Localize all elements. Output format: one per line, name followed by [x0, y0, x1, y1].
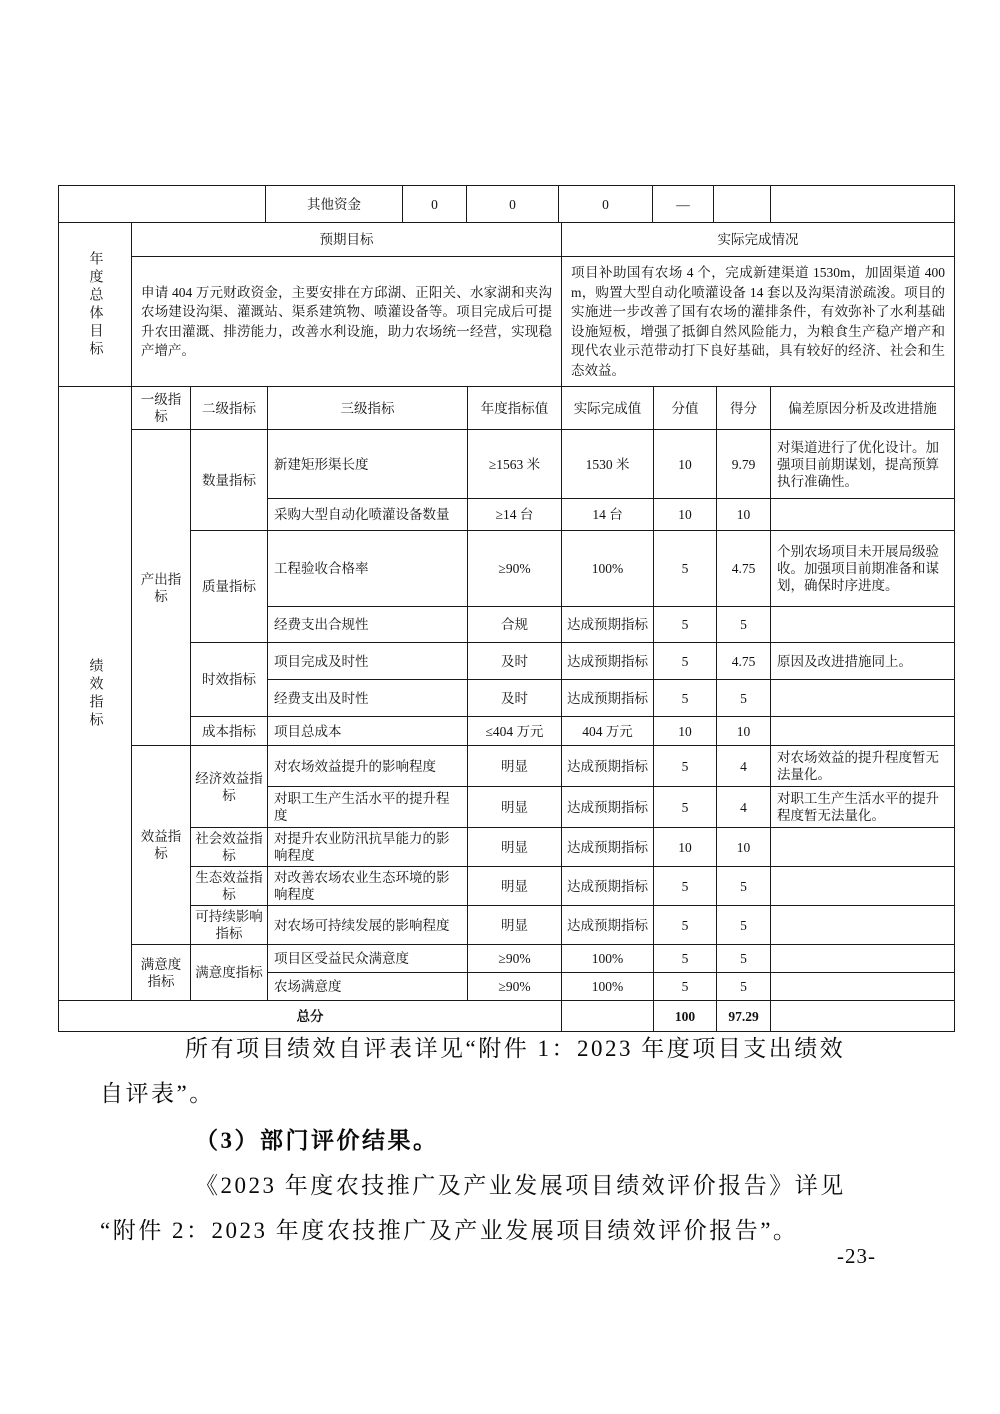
actual-cell: 14 台 — [562, 499, 654, 531]
goal-header-row — [59, 223, 955, 257]
indicator-row — [59, 643, 955, 680]
earned-cell: 4.75 — [717, 643, 771, 680]
level2-cell: 社会效益指标 — [191, 828, 268, 867]
level3-cell: 经费支出及时性 — [268, 680, 468, 717]
remark-cell: 个别农场项目未开展局级验收。加强项目前期准备和谋划，确保时序进度。 — [771, 531, 955, 607]
actual-cell: 100% — [562, 973, 654, 1001]
remark-cell: 对职工生产生活水平的提升程度暂无法量化。 — [771, 787, 955, 828]
remark-cell: 对农场效益的提升程度暂无法量化。 — [771, 746, 955, 787]
header-level3: 三级指标 — [268, 387, 468, 430]
level3-cell: 项目完成及时性 — [268, 643, 468, 680]
remark-cell — [771, 607, 955, 643]
expected-goal-header: 预期目标 — [132, 223, 562, 257]
remark-cell — [771, 945, 955, 973]
level3-cell: 经费支出合规性 — [268, 607, 468, 643]
earned-cell: 9.79 — [717, 430, 771, 499]
level2-cell: 时效指标 — [191, 643, 268, 717]
budget-cell-dash: — — [653, 186, 714, 223]
level3-cell: 采购大型自动化喷灌设备数量 — [268, 499, 468, 531]
earned-cell: 4.75 — [717, 531, 771, 607]
level3-cell: 对改善农场农业生态环境的影响程度 — [268, 867, 468, 906]
level1-cell: 效益指标 — [132, 746, 191, 945]
remark-cell — [771, 828, 955, 867]
indicator-row — [59, 717, 955, 746]
remark-cell — [771, 499, 955, 531]
header-earned: 得分 — [717, 387, 771, 430]
budget-cell-label: 其他资金 — [266, 186, 403, 223]
goal-row-label: 年度总体目标 — [87, 250, 103, 359]
level1-cell: 满意度指标 — [132, 945, 191, 1001]
score-cell: 10 — [654, 499, 717, 531]
indicators-row-label-cell — [59, 387, 132, 1001]
earned-cell: 10 — [717, 828, 771, 867]
level2-cell: 质量指标 — [191, 531, 268, 643]
actual-cell: 达成预期指标 — [562, 643, 654, 680]
score-cell: 5 — [654, 607, 717, 643]
budget-cell-blank-2 — [714, 186, 771, 223]
remark-cell — [771, 973, 955, 1001]
annual-goal-table — [58, 222, 955, 387]
score-cell: 5 — [654, 746, 717, 787]
indicators-table — [58, 386, 955, 1032]
actual-cell: 404 万元 — [562, 717, 654, 746]
target-cell: ≥90% — [468, 531, 562, 607]
actual-cell: 达成预期指标 — [562, 867, 654, 906]
indicator-row — [59, 906, 955, 945]
header-remark: 偏差原因分析及改进措施 — [771, 387, 955, 430]
budget-cell-value-2: 0 — [467, 186, 559, 223]
target-cell: 明显 — [468, 828, 562, 867]
earned-cell: 4 — [717, 746, 771, 787]
body-paragraphs — [100, 1026, 890, 1253]
actual-cell: 1530 米 — [562, 430, 654, 499]
score-cell: 10 — [654, 717, 717, 746]
level3-cell: 工程验收合格率 — [268, 531, 468, 607]
actual-goal-text: 项目补助国有农场 4 个，完成新建渠道 1530m，加固渠道 400m，购置大型自动化喷灌设备 14 套以及沟渠清淤疏浚。项目的实施进一步改善了国有农场的灌排条件，有效弥补了水利基础设施短板，增强了抵御自然风险能力，为粮食生产稳产增产和现代农业示范带动打下良好基础，具有较好的经济、社会和生态效益。 — [562, 257, 955, 387]
level2-cell: 满意度指标 — [191, 945, 268, 1001]
header-level2: 二级指标 — [191, 387, 268, 430]
header-target: 年度指标值 — [468, 387, 562, 430]
level3-cell: 对农场效益提升的影响程度 — [268, 746, 468, 787]
score-cell: 5 — [654, 945, 717, 973]
score-cell: 5 — [654, 973, 717, 1001]
score-cell: 10 — [654, 828, 717, 867]
body-line-5: “附件 2：2023 年度农技推广及产业发展项目绩效评价报告”。 — [100, 1218, 799, 1243]
actual-cell: 100% — [562, 531, 654, 607]
earned-cell: 10 — [717, 499, 771, 531]
actual-goal-header: 实际完成情况 — [562, 223, 955, 257]
score-cell: 5 — [654, 531, 717, 607]
target-cell: ≤404 万元 — [468, 717, 562, 746]
body-line-2: 自评表”。 — [100, 1081, 215, 1106]
indicator-row — [59, 746, 955, 787]
indicator-row — [59, 430, 955, 499]
remark-cell — [771, 717, 955, 746]
score-cell: 5 — [654, 680, 717, 717]
target-cell: ≥90% — [468, 973, 562, 1001]
level3-cell: 项目区受益民众满意度 — [268, 945, 468, 973]
evaluation-table — [58, 185, 954, 1032]
budget-cell-value-3: 0 — [559, 186, 653, 223]
level2-cell: 生态效益指标 — [191, 867, 268, 906]
target-cell: ≥90% — [468, 945, 562, 973]
indicator-row — [59, 828, 955, 867]
header-level1: 一级指标 — [132, 387, 191, 430]
earned-cell: 5 — [717, 945, 771, 973]
budget-cell-value-1: 0 — [403, 186, 467, 223]
score-cell: 5 — [654, 906, 717, 945]
target-cell: 及时 — [468, 680, 562, 717]
target-cell: 及时 — [468, 643, 562, 680]
actual-cell: 达成预期指标 — [562, 906, 654, 945]
level3-cell: 对提升农业防汛抗旱能力的影响程度 — [268, 828, 468, 867]
goal-content-row — [59, 257, 955, 387]
level3-cell: 项目总成本 — [268, 717, 468, 746]
score-cell: 5 — [654, 867, 717, 906]
actual-cell: 达成预期指标 — [562, 828, 654, 867]
target-cell: 明显 — [468, 787, 562, 828]
level2-cell: 数量指标 — [191, 430, 268, 531]
budget-row — [59, 186, 955, 223]
indicator-row — [59, 867, 955, 906]
header-score: 分值 — [654, 387, 717, 430]
actual-cell: 达成预期指标 — [562, 680, 654, 717]
remark-cell: 对渠道进行了优化设计。加强项目前期谋划，提高预算执行准确性。 — [771, 430, 955, 499]
indicators-row-label: 绩效指标 — [87, 657, 103, 730]
remark-cell: 原因及改进措施同上。 — [771, 643, 955, 680]
earned-cell: 5 — [717, 906, 771, 945]
earned-cell: 5 — [717, 973, 771, 1001]
remark-cell — [771, 906, 955, 945]
page-number: -23- — [837, 1244, 876, 1268]
level2-cell: 经济效益指标 — [191, 746, 268, 828]
remark-cell — [771, 867, 955, 906]
level3-cell: 新建矩形渠长度 — [268, 430, 468, 499]
indicators-header-row — [59, 387, 955, 430]
actual-cell: 达成预期指标 — [562, 607, 654, 643]
total-earned: 97.29 — [717, 1001, 771, 1032]
actual-cell: 达成预期指标 — [562, 746, 654, 787]
score-cell: 5 — [654, 787, 717, 828]
level2-cell: 可持续影响指标 — [191, 906, 268, 945]
target-cell: ≥14 台 — [468, 499, 562, 531]
score-cell: 5 — [654, 643, 717, 680]
level3-cell: 对农场可持续发展的影响程度 — [268, 906, 468, 945]
body-line-1: 所有项目绩效自评表详见“附件 1：2023 年度项目支出绩效 — [185, 1036, 846, 1061]
expected-goal-text: 申请 404 万元财政资金，主要安排在方邱湖、正阳关、水家湖和夹沟农场建设沟渠、灌溉站、渠系建筑物、喷灌设备等。项目完成后可提升农田灌溉、排涝能力，改善水利设施，助力农场统一经营，实现稳产增产。 — [132, 257, 562, 387]
level1-cell: 产出指标 — [132, 430, 191, 746]
level3-cell: 对职工生产生活水平的提升程度 — [268, 787, 468, 828]
indicator-row — [59, 945, 955, 973]
header-actual: 实际完成值 — [562, 387, 654, 430]
target-cell: 合规 — [468, 607, 562, 643]
total-score: 100 — [654, 1001, 717, 1032]
body-line-4: 《2023 年度农技推广及产业发展项目绩效评价报告》详见 — [195, 1173, 846, 1198]
target-cell: ≥1563 米 — [468, 430, 562, 499]
actual-cell: 100% — [562, 945, 654, 973]
budget-cell-blank — [59, 186, 266, 223]
level2-cell: 成本指标 — [191, 717, 268, 746]
section-heading: （3）部门评价结果。 — [195, 1128, 439, 1153]
budget-cell-blank-3 — [771, 186, 955, 223]
level3-cell: 农场满意度 — [268, 973, 468, 1001]
remark-cell — [771, 680, 955, 717]
target-cell: 明显 — [468, 906, 562, 945]
earned-cell: 5 — [717, 607, 771, 643]
earned-cell: 5 — [717, 680, 771, 717]
total-label: 总分 — [59, 1001, 562, 1032]
actual-cell: 达成预期指标 — [562, 787, 654, 828]
earned-cell: 5 — [717, 867, 771, 906]
earned-cell: 4 — [717, 787, 771, 828]
target-cell: 明显 — [468, 867, 562, 906]
earned-cell: 10 — [717, 717, 771, 746]
goal-row-label-cell — [59, 223, 132, 387]
indicator-row — [59, 531, 955, 607]
budget-row-table — [58, 185, 955, 223]
target-cell: 明显 — [468, 746, 562, 787]
score-cell: 10 — [654, 430, 717, 499]
